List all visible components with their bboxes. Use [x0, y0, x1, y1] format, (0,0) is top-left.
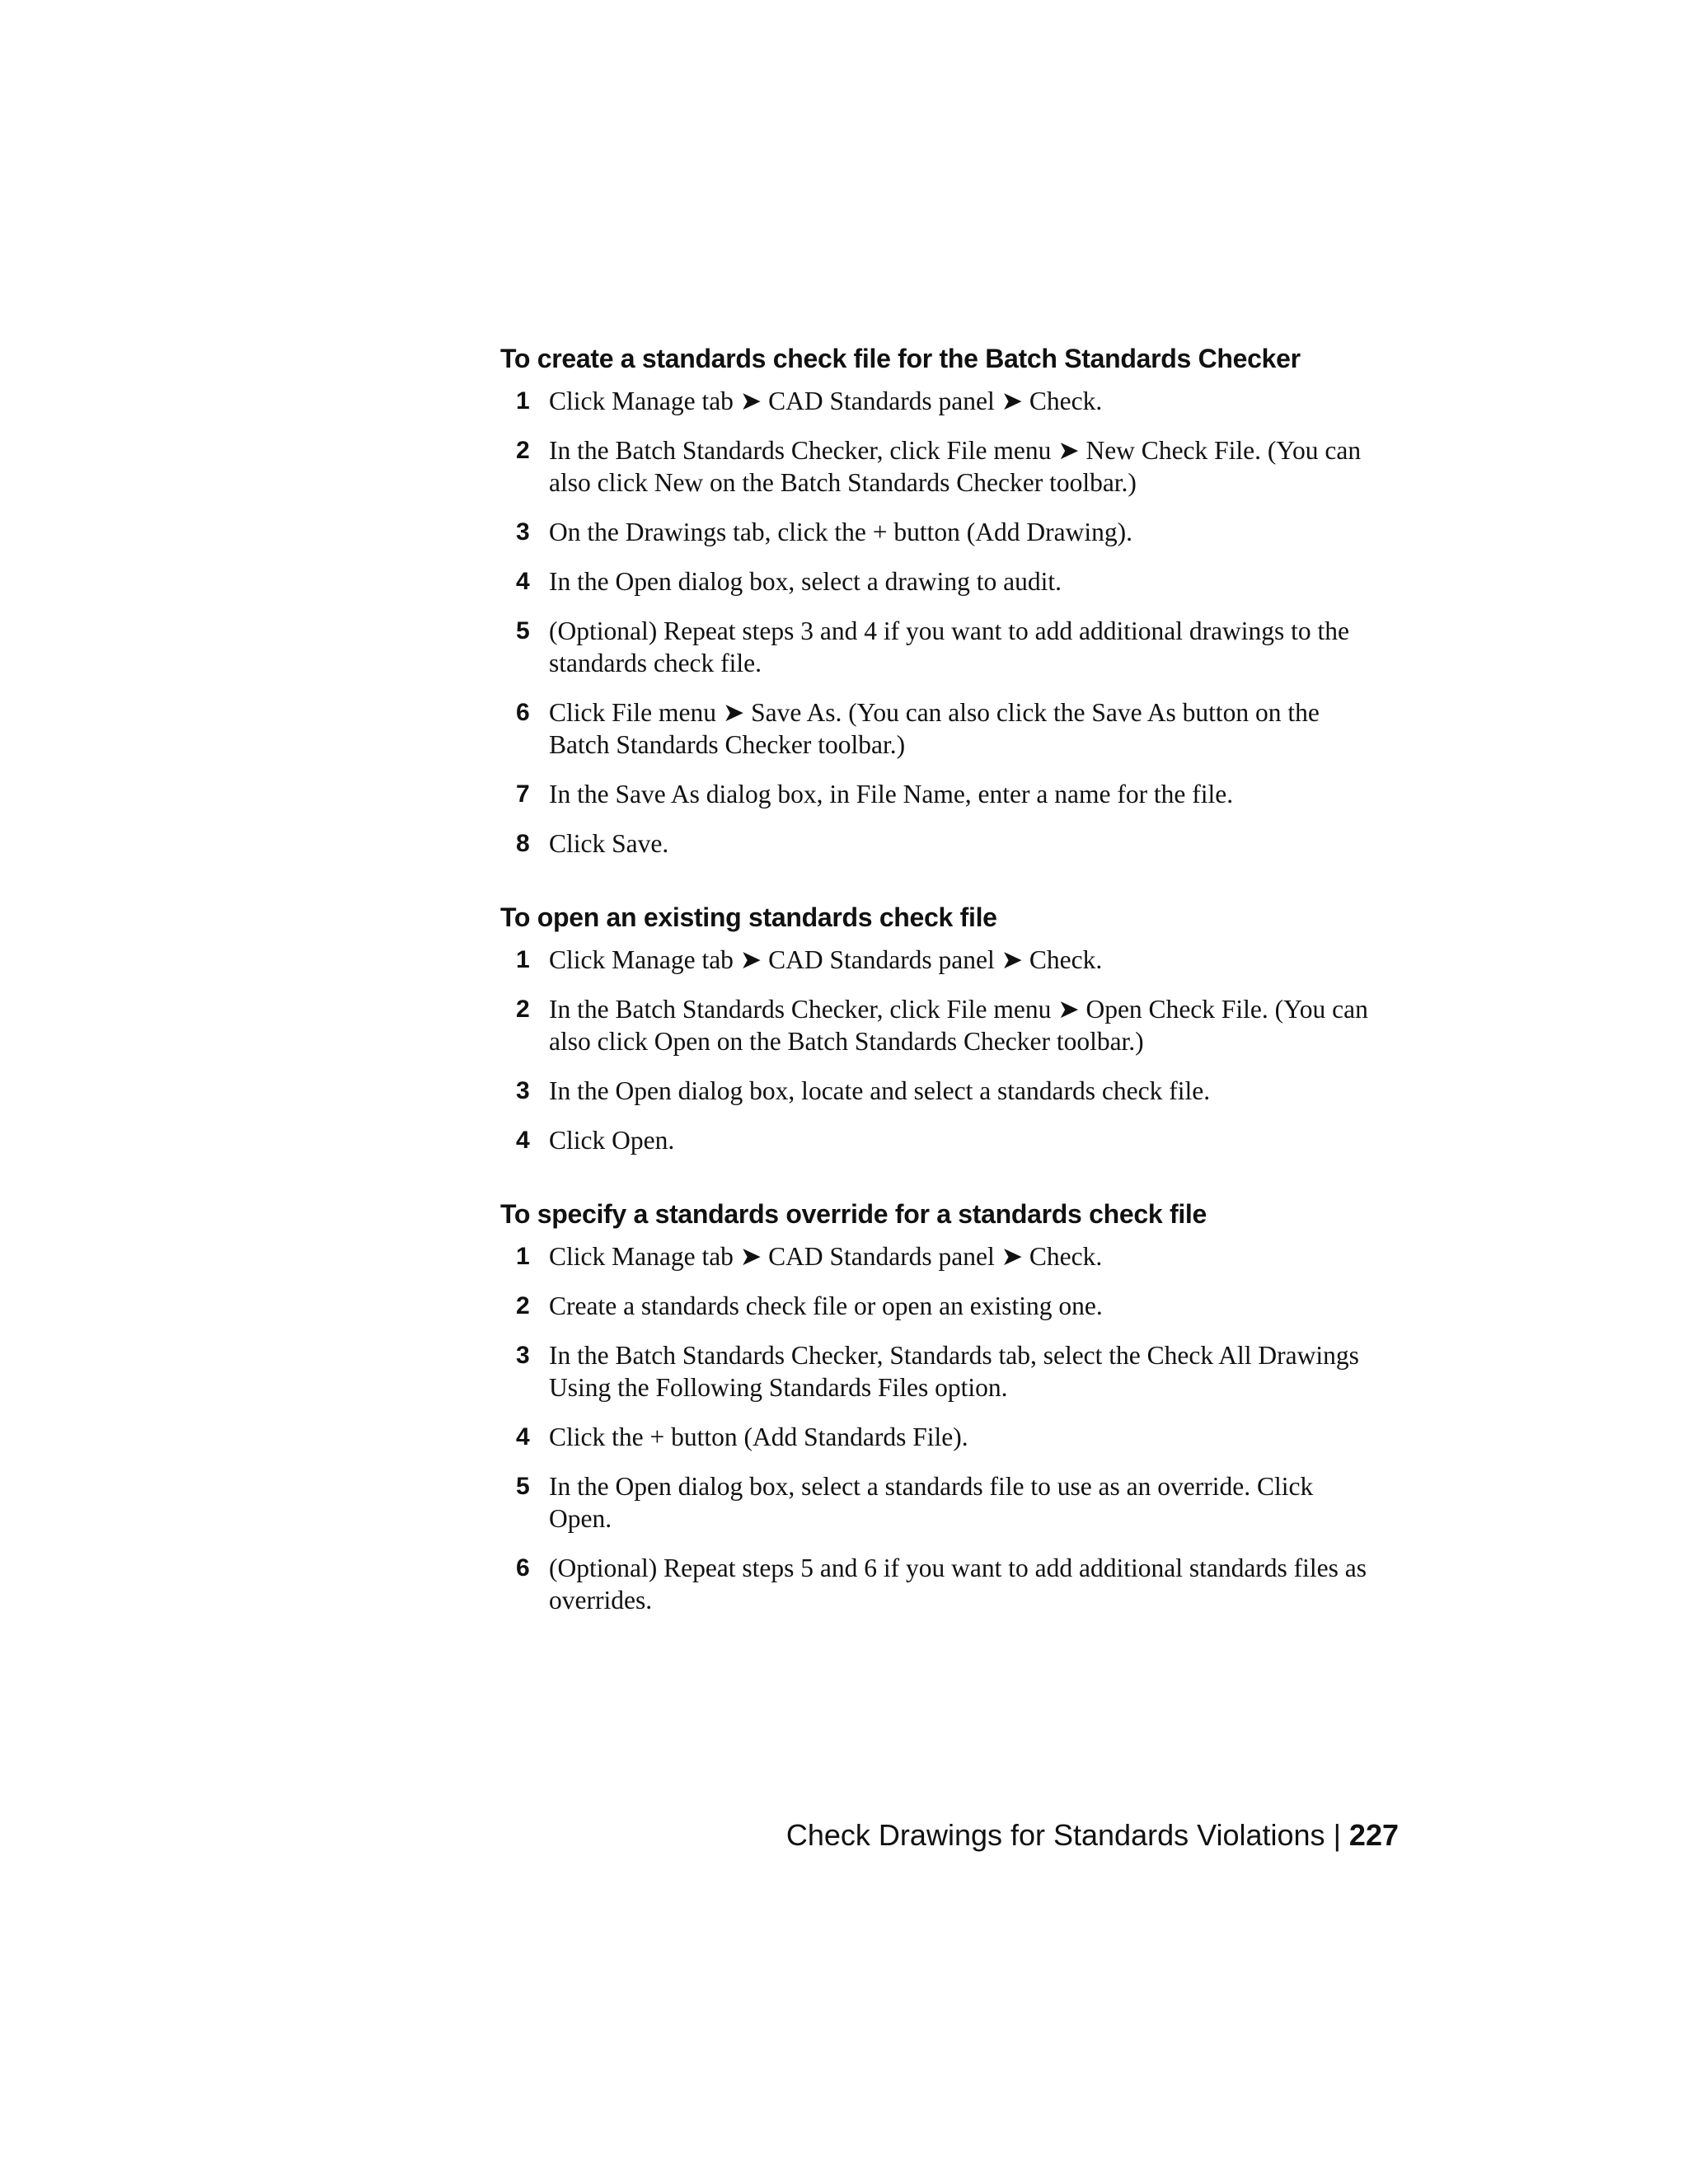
step-item: [500, 565, 1399, 598]
step-item: [500, 1075, 1399, 1107]
step-item: [500, 516, 1399, 548]
step-number: 4: [516, 1127, 530, 1154]
step-text: In the Batch Standards Checker, Standards tab, select the Check All Drawings Using the Following Standards Files option.: [549, 1341, 1359, 1402]
footer-chapter-title: Check Drawings for Standards Violations: [785, 1818, 1325, 1852]
step-number: 1: [516, 946, 530, 973]
section-open-check-file: [500, 901, 1399, 1156]
page-content: [500, 342, 1399, 1616]
step-number: 1: [516, 1243, 530, 1270]
step-item: [500, 778, 1399, 810]
step-number: 2: [516, 1292, 530, 1319]
step-number: 2: [516, 996, 530, 1023]
step-text: (Optional) Repeat steps 3 and 4 if you want to add additional drawings to the standards check file.: [549, 616, 1350, 677]
step-item: [500, 615, 1399, 679]
step-item: [500, 1124, 1399, 1156]
step-text: Create a standards check file or open an existing one.: [549, 1291, 1103, 1320]
step-item: [500, 1470, 1399, 1535]
section-heading: To specify a standards override for a standards check file: [500, 1199, 1207, 1229]
footer-separator: |: [1333, 1818, 1341, 1852]
step-number: 6: [516, 699, 530, 726]
step-item: [500, 1240, 1399, 1272]
step-number: 5: [516, 617, 530, 644]
step-list: [500, 385, 1399, 860]
step-item: [500, 696, 1399, 761]
step-number: 4: [516, 568, 530, 595]
step-item: [500, 944, 1399, 976]
step-text: Click Manage tab ➤ CAD Standards panel ➤ Check.: [549, 1242, 1103, 1271]
step-item: [500, 1290, 1399, 1322]
section-heading: To create a standards check file for the Batch Standards Checker: [500, 344, 1301, 373]
step-number: 6: [516, 1554, 530, 1582]
step-number: 5: [516, 1473, 530, 1500]
step-text: Click Save.: [549, 829, 669, 858]
page-number: 227: [1348, 1818, 1399, 1852]
step-text: In the Batch Standards Checker, click File menu ➤ Open Check File. (You can also click Open on the Batch Standards Checker toolbar.): [549, 995, 1368, 1056]
step-item: [500, 993, 1399, 1057]
step-item: [500, 827, 1399, 860]
section-standards-override: [500, 1197, 1399, 1616]
step-number: 2: [516, 437, 530, 464]
step-text: In the Save As dialog box, in File Name, enter a name for the file.: [549, 780, 1234, 808]
step-item: [500, 1421, 1399, 1453]
step-text: Click Manage tab ➤ CAD Standards panel ➤ Check.: [549, 387, 1103, 415]
step-text: Click File menu ➤ Save As. (You can also click the Save As button on the Batch Standards Checker toolbar.): [549, 698, 1320, 759]
step-text: Click the + button (Add Standards File).: [549, 1422, 968, 1451]
step-text: Click Open.: [549, 1126, 675, 1155]
step-list: [500, 944, 1399, 1156]
step-item: [500, 434, 1399, 499]
step-text: Click Manage tab ➤ CAD Standards panel ➤ Check.: [549, 945, 1103, 974]
step-text: In the Batch Standards Checker, click File menu ➤ New Check File. (You can also click New on the Batch Standards Checker toolbar.): [549, 436, 1362, 497]
step-text: (Optional) Repeat steps 5 and 6 if you want to add additional standards files as overrides.: [549, 1554, 1367, 1615]
step-item: [500, 385, 1399, 417]
page-footer: [786, 1817, 1399, 1854]
step-list: [500, 1240, 1399, 1616]
step-item: [500, 1552, 1399, 1616]
step-number: 3: [516, 518, 530, 546]
step-item: [500, 1339, 1399, 1404]
step-number: 8: [516, 830, 530, 857]
step-text: On the Drawings tab, click the + button (Add Drawing).: [549, 518, 1132, 546]
step-text: In the Open dialog box, locate and select a standards check file.: [549, 1076, 1211, 1105]
step-number: 7: [516, 780, 530, 808]
step-number: 3: [516, 1077, 530, 1104]
step-number: 1: [516, 387, 530, 415]
section-create-check-file: [500, 342, 1399, 860]
step-text: In the Open dialog box, select a standards file to use as an override. Click Open.: [549, 1472, 1314, 1533]
step-number: 4: [516, 1423, 530, 1451]
step-text: In the Open dialog box, select a drawing to audit.: [549, 567, 1062, 596]
section-heading: To open an existing standards check file: [500, 902, 997, 932]
step-number: 3: [516, 1342, 530, 1369]
